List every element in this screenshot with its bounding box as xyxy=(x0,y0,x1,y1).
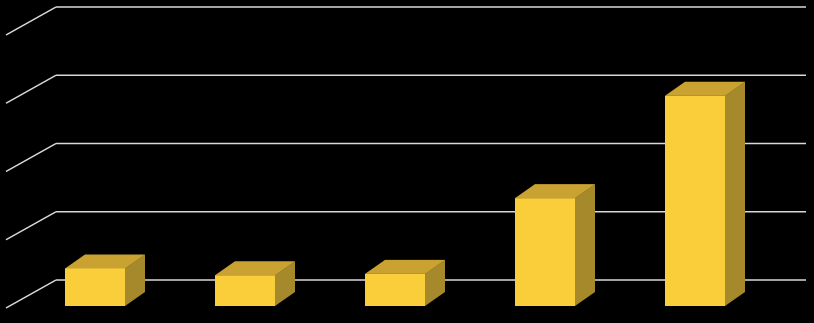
gridline-floor-4 xyxy=(6,7,56,35)
gridline-floor-3 xyxy=(6,75,56,103)
bar-side-4 xyxy=(725,82,745,306)
gridline-floor-1 xyxy=(6,212,56,240)
gridline-floor-2 xyxy=(6,144,56,172)
bars xyxy=(65,82,745,306)
bar-3 xyxy=(515,184,595,306)
bar-front-1 xyxy=(215,275,275,306)
gridline-floor-0 xyxy=(6,280,56,308)
bar-front-3 xyxy=(515,198,575,306)
bar-0 xyxy=(65,254,145,306)
bar-1 xyxy=(215,261,295,306)
bar-front-2 xyxy=(365,274,425,306)
bar-2 xyxy=(365,260,445,306)
bar-side-3 xyxy=(575,184,595,306)
bar-front-4 xyxy=(665,96,725,306)
bar-front-0 xyxy=(65,268,125,306)
bar-4 xyxy=(665,82,745,306)
